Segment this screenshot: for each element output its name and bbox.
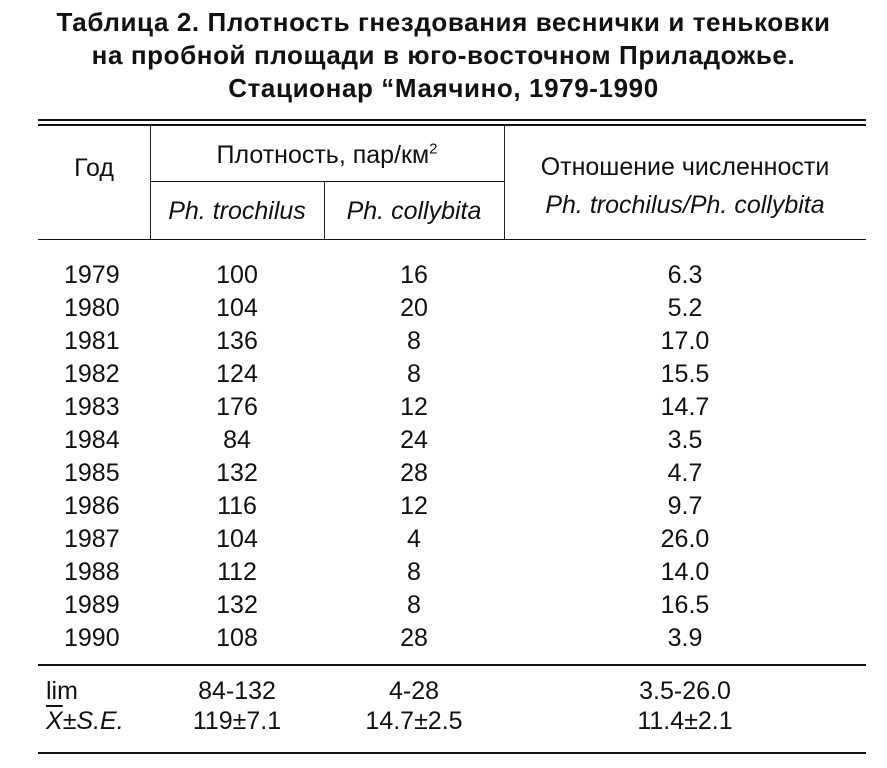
cell-trochilus: 104 xyxy=(216,525,258,553)
cell-year: 1990 xyxy=(64,624,120,652)
header-species-trochilus: Ph. trochilus xyxy=(168,197,306,225)
cell-trochilus: 176 xyxy=(216,393,258,421)
summary-collybita-mean: 14.7±2.5 xyxy=(365,707,463,735)
header-species-collybita: Ph. collybita xyxy=(346,197,482,225)
cell-ratio: 15.5 xyxy=(660,360,710,388)
cell-collybita: 8 xyxy=(407,360,421,388)
header-density xyxy=(150,140,504,170)
cell-year: 1988 xyxy=(64,558,120,586)
cell-collybita: 16 xyxy=(400,261,428,289)
summary-trochilus-mean: 119±7.1 xyxy=(192,707,282,735)
cell-trochilus: 100 xyxy=(216,261,258,289)
mean-se-label: ±S.E. xyxy=(62,707,124,735)
cell-year: 1986 xyxy=(64,492,120,520)
cell-year: 1979 xyxy=(64,261,120,289)
title-line-2: на пробной площади в юго-восточном Приладожье. xyxy=(91,40,796,70)
header-ratio-line1: Отношение численности xyxy=(540,153,830,181)
title-line-3: Стационар “Маячино, 1979-1990 xyxy=(228,73,659,103)
summary-rule xyxy=(38,664,866,666)
cell-trochilus: 132 xyxy=(216,591,258,619)
cell-collybita: 12 xyxy=(400,393,428,421)
header-density-superscript: 2 xyxy=(429,140,438,158)
cell-ratio: 6.3 xyxy=(667,261,703,289)
title-line-1: Таблица 2. Плотность гнездования веснички и теньковки xyxy=(56,7,831,37)
cell-collybita: 4 xyxy=(407,525,421,553)
cell-trochilus: 104 xyxy=(216,294,258,322)
header-density-label: Плотность, пар/км xyxy=(216,141,430,169)
cell-ratio: 26.0 xyxy=(660,525,710,553)
cell-ratio: 3.5 xyxy=(667,426,703,454)
cell-year: 1985 xyxy=(64,459,120,487)
cell-trochilus: 132 xyxy=(216,459,258,487)
cell-year: 1980 xyxy=(64,294,120,322)
table-title xyxy=(0,6,887,105)
cell-ratio: 14.0 xyxy=(660,558,710,586)
cell-collybita: 28 xyxy=(400,459,428,487)
header-ratio-line2: Ph. trochilus/Ph. collybita xyxy=(545,191,825,219)
cell-year: 1989 xyxy=(64,591,120,619)
top-double-rule-lower xyxy=(38,124,866,126)
summary-trochilus-lim: 84-132 xyxy=(198,677,276,705)
top-double-rule-upper xyxy=(38,119,866,121)
header-bottom-rule xyxy=(38,239,866,240)
cell-ratio: 4.7 xyxy=(667,459,703,487)
cell-trochilus: 112 xyxy=(217,558,257,586)
cell-year: 1983 xyxy=(64,393,120,421)
cell-trochilus: 116 xyxy=(217,492,257,520)
summary-ratio-lim: 3.5-26.0 xyxy=(639,677,731,705)
cell-collybita: 20 xyxy=(400,294,428,322)
cell-trochilus: 108 xyxy=(216,624,258,652)
cell-ratio: 16.5 xyxy=(660,591,710,619)
cell-ratio: 17.0 xyxy=(660,327,710,355)
summary-label-lim: lim xyxy=(46,677,78,705)
summary-ratio-mean: 11.4±2.1 xyxy=(637,707,733,735)
cell-trochilus: 136 xyxy=(216,327,258,355)
mean-symbol: $\overline{X}$ xyxy=(46,707,63,735)
summary-label-mean xyxy=(46,706,124,736)
header-year: Год xyxy=(74,154,114,182)
cell-year: 1982 xyxy=(64,360,120,388)
cell-ratio: 14.7 xyxy=(660,393,710,421)
cell-collybita: 8 xyxy=(407,591,421,619)
cell-collybita: 28 xyxy=(400,624,428,652)
cell-trochilus: 84 xyxy=(223,426,251,454)
cell-ratio: 9.7 xyxy=(667,492,703,520)
cell-collybita: 8 xyxy=(407,558,421,586)
cell-year: 1984 xyxy=(64,426,120,454)
cell-collybita: 12 xyxy=(400,492,428,520)
cell-collybita: 8 xyxy=(407,327,421,355)
cell-collybita: 24 xyxy=(400,426,428,454)
summary-collybita-lim: 4-28 xyxy=(388,677,440,705)
header-divider-ratio xyxy=(504,126,505,239)
cell-year: 1981 xyxy=(64,327,120,355)
cell-ratio: 3.9 xyxy=(667,624,703,652)
cell-year: 1987 xyxy=(64,525,120,553)
cell-trochilus: 124 xyxy=(216,360,258,388)
subheader-rule xyxy=(150,181,504,182)
bottom-rule xyxy=(38,752,866,754)
cell-ratio: 5.2 xyxy=(667,294,703,322)
